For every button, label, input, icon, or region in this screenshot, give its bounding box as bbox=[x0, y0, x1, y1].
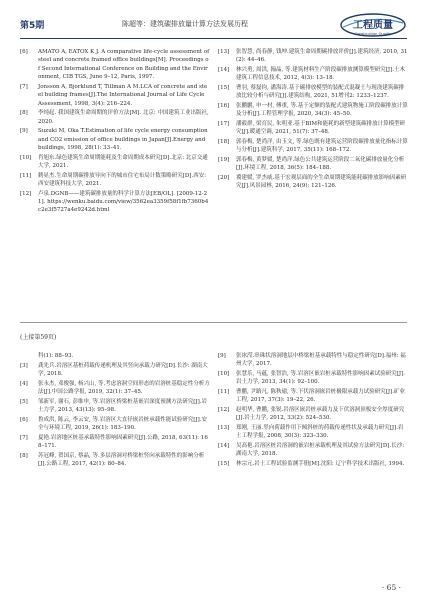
reference-text: 邹新军, 谢石, 彭维申, 等.岩溶区桥梁桩基嵌岩深度预测方法研究[J].岩土力学, 2013, 43(13): 95–98. bbox=[38, 398, 207, 413]
reference-text: 吴高艳.岩溶区桩岩溶洞的嵌岩桩承载机理及其试验方法研究[D].长沙: 湖南大学, 2018. bbox=[236, 443, 405, 458]
reference-item bbox=[20, 362, 210, 379]
reference-text: 曹鹏, 尹路凡, 陈秋瑜, 等.下伏溶洞嵌岩桩极限承载力试验研究[J].矿业工程, 2017, 37(3): 19–22, 26. bbox=[236, 389, 405, 404]
reference-text: 张冰滢.串珠状溶洞地层中桥梁桩基承载特性与稳定性研究[D].福州: 福州大学, 2017. bbox=[236, 353, 406, 368]
reference-number: [10] bbox=[218, 371, 230, 377]
reference-number: [3] bbox=[20, 362, 28, 369]
reference-number: [7] bbox=[20, 83, 28, 90]
reference-item bbox=[20, 83, 210, 108]
reference-text: 肖旭东.绿色建筑生命周期能耗及生命周期成本研究[D].北京: 北京交通大学, 2021. bbox=[38, 154, 208, 170]
reference-text: 潘毅群, 梁育民, 朱明亚.基于BIM和能耗的新型建筑碳排放计算模型研究[J].暖通空调, 2021, 51(7): 37–48. bbox=[236, 121, 406, 136]
reference-text: 郭春梅, 楚尚洋, 由玉文, 等.绿色既有建筑运营阶段碳排放量化指标计算与分析[J].建筑科学, 2017, 35(11): 168–172. bbox=[236, 139, 408, 154]
reference-item bbox=[218, 84, 408, 101]
reference-item bbox=[218, 120, 408, 137]
reference-text: 赵明华, 曹鹏, 张锐.岩溶区嵌岩桩承载力及下伏溶洞顶板安全厚度研究[J].岩土力学, 2012, 33(2): 524–530. bbox=[236, 407, 405, 422]
reference-item bbox=[218, 66, 408, 83]
reference-number: [20] bbox=[218, 175, 230, 181]
reference-item bbox=[218, 424, 408, 441]
reference-text: 科(1): 88–93. bbox=[38, 353, 74, 359]
reference-item bbox=[20, 352, 210, 360]
header-rule bbox=[20, 38, 407, 39]
page-number: · 65 · bbox=[381, 583, 401, 592]
reference-item bbox=[218, 48, 408, 65]
reference-item bbox=[218, 460, 408, 468]
reference-number: [16] bbox=[218, 103, 230, 109]
reference-number: [10] bbox=[20, 154, 32, 161]
reference-text: 曹羽, 蔡磊钧, 潘海涛.基于碳排放模型的装配式混凝土与现浇建筑碳排放比较分析与研究[J].建筑结构, 2021, 51增刊2: 1233–1237. bbox=[236, 85, 405, 100]
reference-item bbox=[218, 370, 408, 387]
reference-number: [11] bbox=[218, 389, 230, 395]
page-header bbox=[20, 14, 407, 40]
logo-subtext: Construction Quality bbox=[354, 32, 392, 36]
reference-text: 张永杰, 邓俊强, 杨兴山, 等.考虑溶洞空间形态的岩溶桩基稳定性分析方法[J].中国公路学报, 2019, 32(1): 37–45. bbox=[38, 380, 210, 395]
running-title: 陈超等：建筑碳排放量计算方法发展历程 bbox=[122, 20, 248, 28]
reference-number: [9] bbox=[20, 128, 28, 135]
reference-item bbox=[20, 109, 210, 126]
reference-number: [14] bbox=[218, 443, 230, 449]
reference-item bbox=[20, 398, 210, 415]
reference-number: [6] bbox=[20, 416, 28, 423]
reference-text: 张慧乐, 马蕴, 张智浩, 等.岩溶区嵌岩桩承载特性影响因素试验研究[J].岩土力学, 2013, 34(1): 92–100. bbox=[236, 371, 405, 386]
reference-item bbox=[218, 174, 408, 191]
reference-item bbox=[20, 172, 210, 189]
reference-number: [15] bbox=[218, 85, 230, 91]
reference-number: [13] bbox=[218, 49, 230, 55]
reference-item bbox=[218, 388, 408, 405]
reference-number: [17] bbox=[218, 121, 230, 127]
reference-text: 李纯起. 我国建筑生命周期的评价方法[M]. 北京: 中国建筑工业出版社, 2020. bbox=[38, 110, 209, 125]
reference-number: [6] bbox=[20, 49, 28, 55]
reference-number: [7] bbox=[20, 434, 28, 441]
reference-text: 龚先兵.岩溶区基桩荷载传递机理及其竖向承载力研究[D].长沙: 湖南大学, 2018. bbox=[38, 362, 208, 377]
reference-number: [9] bbox=[218, 353, 226, 359]
reference-number bbox=[20, 352, 38, 360]
reference-text: 苏冠峰, 贺国京, 蔡晶, 等.多层溶洞对桥梁桩竖向承载特性的影响分析[J].公路工程, 2017, 42(1): 80–84. bbox=[38, 452, 205, 467]
reference-item bbox=[218, 102, 408, 119]
reference-number: [8] bbox=[20, 110, 28, 117]
reference-number: [18] bbox=[218, 139, 230, 145]
reference-item bbox=[20, 154, 210, 171]
logo-text: 工程质量 bbox=[353, 20, 393, 31]
reference-number: [14] bbox=[218, 67, 230, 73]
reference-text: 冀建媛, 罗杰威.基于宏观层面的全生命周期建筑能耗碳排放影响因素研究[J].风景园林, 2016, 24(9): 121–126. bbox=[236, 175, 407, 190]
reference-number: [12] bbox=[218, 407, 230, 413]
reference-text: Jonsson A, Bjorklund T, Tillman A M.LCA of concrete and steel building frames[J].The International Journal of Life Cycle Assessment, 1998, 3(4): 216–224. bbox=[38, 83, 208, 107]
reference-number: [5] bbox=[20, 398, 28, 405]
reference-text: 林兴勇, 周洪, 翰晶, 等.建筑材料生产阶段碳排放测算模型研究[J].土木建筑工程信息技术, 2012, 4(3): 13–18. bbox=[236, 67, 405, 82]
bottom-right-references bbox=[218, 352, 408, 470]
top-left-references bbox=[20, 48, 210, 216]
reference-item bbox=[20, 416, 210, 433]
reference-number: [12] bbox=[20, 190, 32, 197]
reference-text: 张智慧, 尚春静, 钱坤.建筑生命周期碳排放评价[J].建筑经济, 2010, 31(2): 44–46. bbox=[236, 49, 408, 64]
reference-text: 鹤显杰.生命周期碳排放导向下的城市住宅布局计数策略研究[D].西安: 西安建筑科技大学, 2021. bbox=[38, 172, 207, 188]
reference-number: [8] bbox=[20, 452, 28, 459]
reference-number: [19] bbox=[218, 157, 230, 163]
reference-text: Suzuki M, Oka T.Estimation of life cycle energy consumption and CO2 emission of office buildings in Japan[J].Energy and buildings, 1998, 28(1): 33–41. bbox=[38, 128, 208, 152]
reference-item bbox=[218, 352, 408, 369]
reference-item bbox=[218, 406, 408, 423]
reference-item bbox=[20, 190, 210, 215]
reference-item bbox=[20, 380, 210, 397]
reference-item bbox=[20, 434, 210, 451]
reference-item bbox=[20, 48, 210, 82]
top-right-references bbox=[218, 48, 408, 192]
reference-item bbox=[218, 156, 408, 173]
journal-logo bbox=[339, 10, 407, 38]
reference-text: 郭春梅, 黄梦媛, 楚尚洋.绿色公共建筑运营阶段二氧化碳排放量化分析[J].环境工程, 2018, 36(5): 184–188. bbox=[236, 157, 405, 172]
issue-number: 第5期 bbox=[20, 21, 45, 31]
reference-text: 张鹏鹏, 申一村, 傅重, 等.基于定额的装配式建筑物施工阶段碳排放计算及分析[J].工程管理学报, 2020, 34(3): 45–50. bbox=[236, 103, 408, 118]
reference-number: [4] bbox=[20, 380, 28, 387]
reference-number: [13] bbox=[218, 425, 230, 431]
reference-text: 夏艳.岩溶地区桩基承载特性影响因素研究[J].公路, 2018, 63(11): 168–171. bbox=[38, 434, 208, 449]
reference-text: 林宗元.岩土工程试验监测手册[M].沈阳: 辽宁科学技术出版社, 1994. bbox=[236, 461, 405, 467]
reference-number: [11] bbox=[20, 172, 32, 179]
reference-text: AMATO A, EATOX K J. A comparative life-cycle assessment of steel and concrete framed office buildings[M]. Proceedings of Second International Conference on Building and the Environment, CIB TGS, June 9–12, Paris, 1997. bbox=[38, 49, 210, 81]
reference-item bbox=[20, 452, 210, 469]
reference-item bbox=[20, 127, 210, 152]
bottom-left-references bbox=[20, 352, 210, 470]
reference-number: [15] bbox=[218, 461, 230, 467]
reference-item bbox=[218, 442, 408, 459]
continued-note: (上接第59页) bbox=[20, 334, 57, 341]
reference-text: 郑刚, 王丽.竖向荷载作用下倾斜桩的荷载传递性状及承载力研究[J].岩土工程学报, 2008, 30(3): 323–330. bbox=[236, 425, 404, 440]
reference-text: 卢泉.DGNB——建筑碳排放量的科学计算方法[EB/OL]. [2009-12-21]. https://wenku.baidu.com/view/3562ea3359f58f1fb7360b4c2e3f5727a4e9242d.html bbox=[38, 190, 209, 214]
reference-text: 鲁成洪, 陈云, 李云安, 等.岩溶区大直径嵌岩桩承载性能试验研究[J].安全与环境工程, 2019, 26(1): 183–190. bbox=[38, 416, 207, 431]
section-divider bbox=[20, 322, 407, 323]
reference-item bbox=[218, 138, 408, 155]
